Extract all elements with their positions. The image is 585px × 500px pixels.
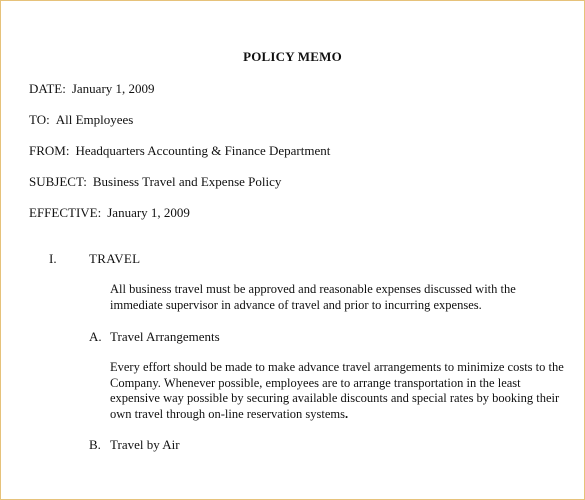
subsection-a-title: Travel Arrangements [110,329,220,344]
subsection-b-letter: B. [89,437,101,452]
subject-label: SUBJECT: [29,174,87,189]
memo-title: POLICY MEMO [243,49,342,64]
to-value: All Employees [55,112,134,127]
effective-field [29,205,190,221]
section-number: I. [49,251,57,266]
subsection-b-title: Travel by Air [110,437,180,452]
subsection-a-body-text: Every effort should be made to make advance travel arrangements to minimize costs to the Company. Whenever possible, employees are to arrange transportation in the least expensive way possible by securing available discounts and special rates by booking their own travel through on-line reservation systems [110,360,564,421]
to-label: TO: [29,112,50,127]
date-field [29,81,155,97]
to-field [29,112,133,128]
subsection-a-body [110,360,565,422]
effective-label: EFFECTIVE: [29,205,102,220]
subsection-a-body-end: . [345,406,349,421]
effective-value: January 1, 2009 [107,205,190,220]
subsection-a-heading [89,329,220,345]
date-value: January 1, 2009 [71,81,155,96]
subject-field [29,174,281,190]
from-field [29,143,330,159]
subsection-b-heading [89,437,180,453]
section-title: TRAVEL [89,251,141,266]
subject-value: Business Travel and Expense Policy [92,174,282,189]
from-value: Headquarters Accounting & Finance Department [75,143,331,158]
from-label: FROM: [29,143,70,158]
subsection-a-letter: A. [89,329,102,344]
date-label: DATE: [29,81,66,96]
section-intro: All business travel must be approved and reasonable expenses discussed with the immediate supervisor in advance of travel and prior to incurring expenses. [110,282,516,312]
